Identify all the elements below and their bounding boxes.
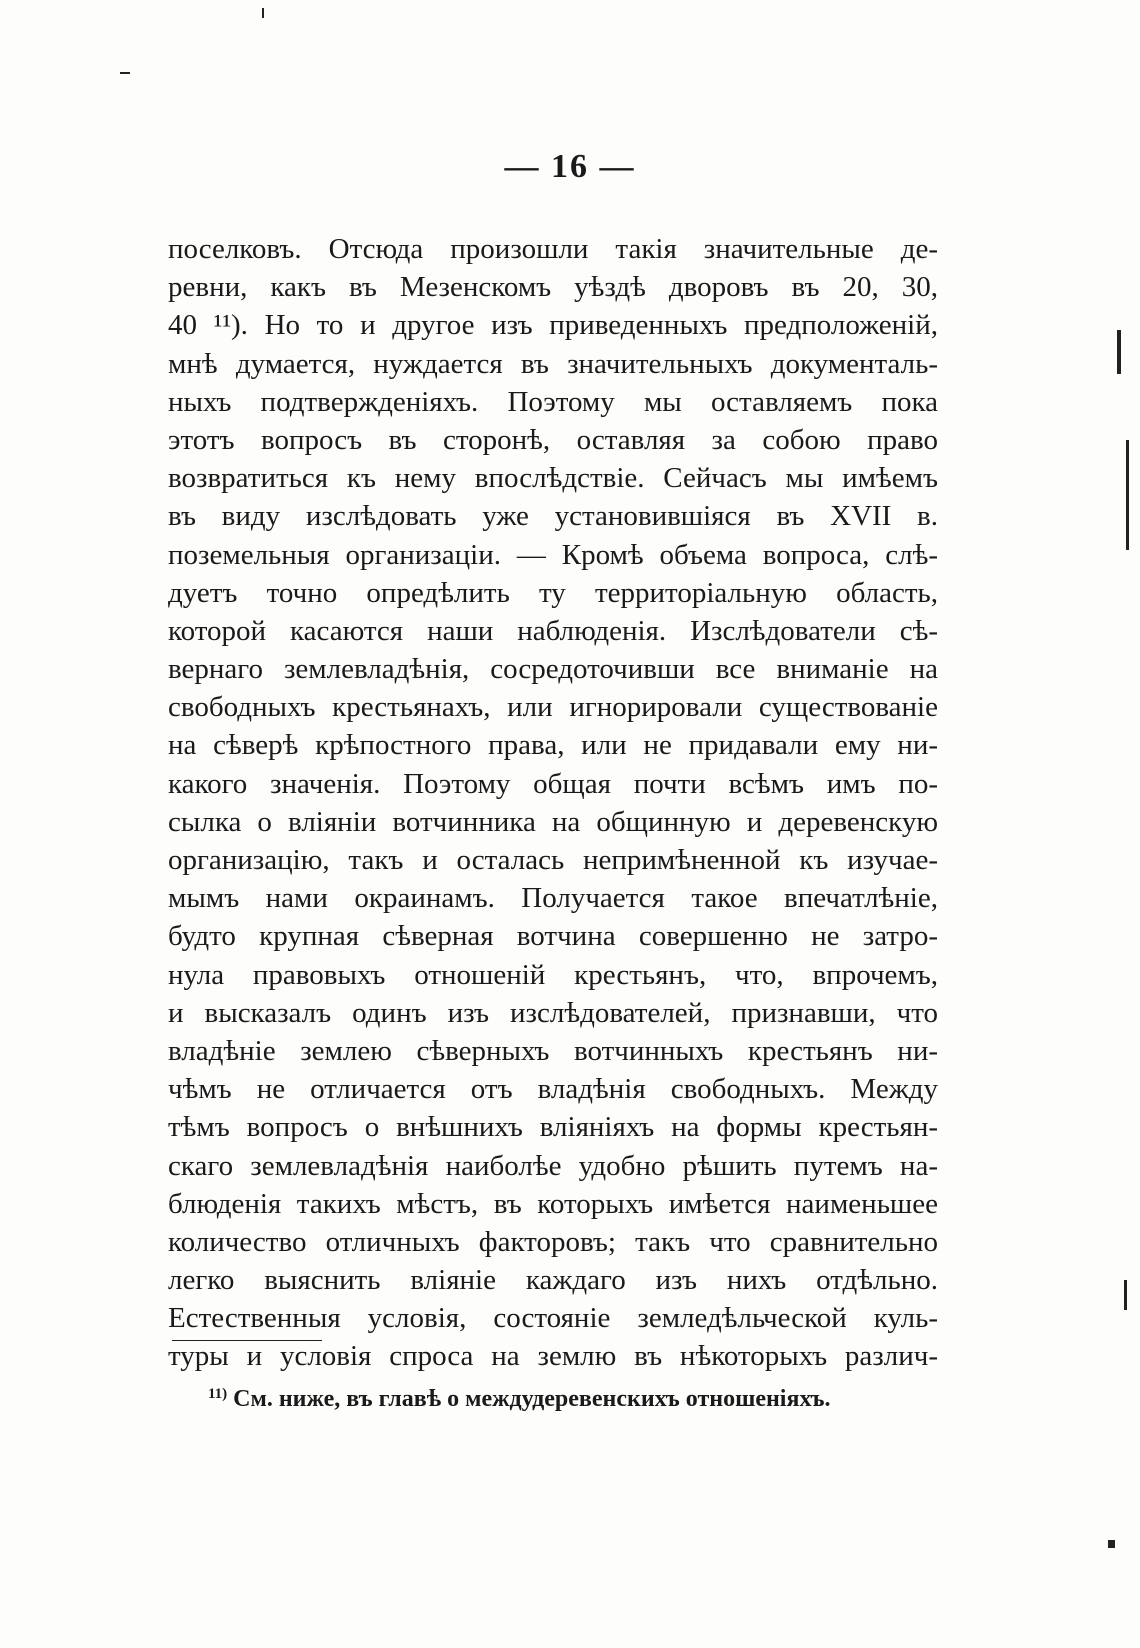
text-line: Естественныя условія, состояніе земледѣльческой куль- bbox=[168, 1302, 938, 1335]
text-line: и высказалъ одинъ изъ изслѣдователей, признавши, что bbox=[168, 996, 938, 1029]
text-line: 40 ¹¹). Но то и другое изъ приведенныхъ предположеній, bbox=[168, 309, 938, 342]
text-line: легко выяснить вліяніе каждаго изъ нихъ отдѣльно. bbox=[168, 1264, 938, 1297]
text-line: поселковъ. Отсюда произошли такія значительные де- bbox=[168, 233, 938, 265]
scan-mark bbox=[1108, 1540, 1115, 1548]
text-line: скаго землевладѣнія наиболѣе удобно рѣшить путемъ на- bbox=[168, 1149, 938, 1182]
text-line: въ виду изслѣдовать уже установившіяся въ XVII в. bbox=[168, 500, 938, 533]
footnote bbox=[208, 1386, 831, 1413]
text-line: мымъ нами окраинамъ. Получается такое впечатлѣніе, bbox=[168, 882, 938, 915]
body-text bbox=[168, 230, 938, 1376]
page-number: — 16 — bbox=[504, 148, 636, 185]
text-line: ныхъ подтвержденіяхъ. Поэтому мы оставляемъ пока bbox=[168, 385, 938, 418]
text-line: которой касаются наши наблюденія. Изслѣдователи сѣ- bbox=[168, 614, 938, 647]
text-line: количество отличныхъ факторовъ; такъ что сравнительно bbox=[168, 1225, 938, 1258]
text-line: чѣмъ не отличается отъ владѣнія свободныхъ. Между bbox=[168, 1073, 938, 1106]
footnote-text: См. ниже, въ главѣ о междудеревенскихъ отношеніяхъ. bbox=[233, 1386, 831, 1412]
text-line: сылка о вліяніи вотчинника на общинную и деревенскую bbox=[168, 805, 938, 838]
text-line: вернаго землевладѣнія, сосредоточивши все вниманіе на bbox=[168, 653, 938, 686]
text-line: ревни, какъ въ Мезенскомъ уѣздѣ дворовъ въ 20, 30, bbox=[168, 271, 938, 304]
text-line: этотъ вопросъ въ сторонѣ, оставляя за собою право bbox=[168, 423, 938, 456]
text-line: владѣніе землею сѣверныхъ вотчинныхъ крестьянъ ни- bbox=[168, 1034, 938, 1067]
text-line: свободныхъ крестьянахъ, или игнорировали существованіе bbox=[168, 691, 938, 724]
text-line: блюденія такихъ мѣстъ, въ которыхъ имѣется наименьшее bbox=[168, 1187, 938, 1220]
text-line: тѣмъ вопросъ о внѣшнихъ вліяніяхъ на формы крестьян- bbox=[168, 1111, 938, 1144]
scan-mark bbox=[1126, 440, 1129, 550]
text-line: организацію, такъ и осталась непримѣненной къ изучае- bbox=[168, 844, 938, 876]
text-line: на сѣверѣ крѣпостного права, или не придавали ему ни- bbox=[168, 729, 938, 762]
scan-mark bbox=[262, 8, 264, 18]
text-line: нула правовыхъ отношеній крестьянъ, что, впрочемъ, bbox=[168, 958, 938, 991]
footnote-divider bbox=[172, 1340, 322, 1341]
text-line: возвратиться къ нему впослѣдствіе. Сейчасъ мы имѣемъ bbox=[168, 462, 938, 495]
text-line: будто крупная сѣверная вотчина совершенно не затро- bbox=[168, 920, 938, 953]
text-line: какого значенія. Поэтому общая почти всѣмъ имъ по- bbox=[168, 767, 938, 800]
scan-mark bbox=[120, 72, 130, 74]
text-line: дуетъ точно опредѣлить ту территоріальную область, bbox=[168, 576, 938, 609]
footnote-marker: 11) bbox=[208, 1386, 228, 1402]
text-line: поземельныя организаціи. — Кромѣ объема вопроса, слѣ- bbox=[168, 538, 938, 571]
scan-mark bbox=[1124, 1280, 1127, 1310]
text-line: мнѣ думается, нуждается въ значительныхъ документаль- bbox=[168, 347, 938, 380]
text-line: туры и условія спроса на землю въ нѣкоторыхъ различ- bbox=[168, 1340, 938, 1373]
scan-mark bbox=[1117, 330, 1121, 374]
